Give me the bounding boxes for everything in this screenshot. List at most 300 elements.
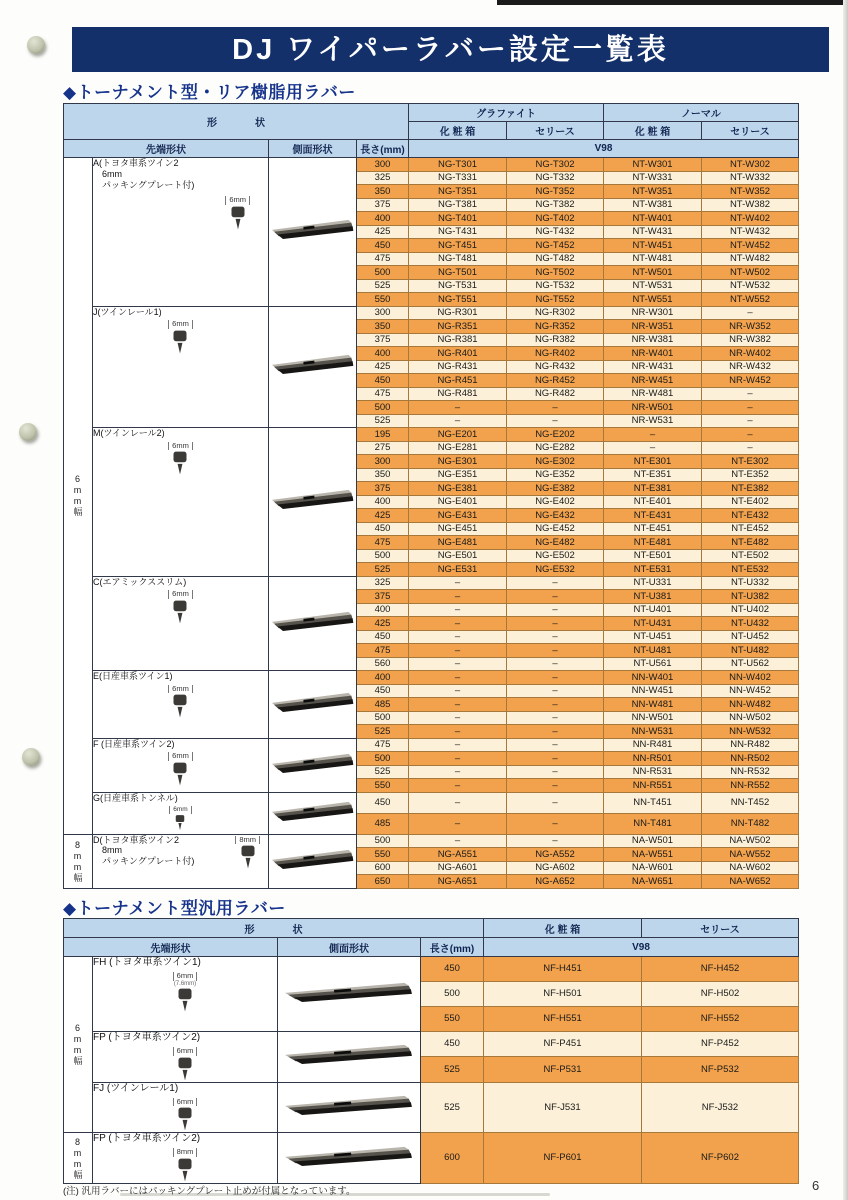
length-cell: 450: [357, 684, 409, 698]
part-number-cell: NA-W551: [604, 848, 702, 862]
part-number-cell: –: [409, 698, 507, 712]
part-number-cell: NF-H451: [484, 957, 642, 982]
part-number-cell: NA-W602: [702, 861, 799, 875]
part-number-cell: –: [507, 834, 604, 848]
part-number-cell: NG-T431: [409, 225, 507, 239]
part-number-cell: –: [507, 725, 604, 739]
part-number-cell: NN-T481: [604, 813, 702, 834]
part-number-cell: NT-W332: [702, 171, 799, 185]
part-number-cell: NT-E501: [604, 549, 702, 563]
tip-type-label: M(ツインレール2): [93, 428, 165, 438]
part-number-cell: NG-E401: [409, 495, 507, 509]
part-number-cell: NN-W532: [702, 725, 799, 739]
part-number-cell: NT-E351: [604, 468, 702, 482]
length-cell: 450: [357, 374, 409, 388]
table-row: [64, 306, 799, 320]
shape-header: 形 状: [64, 104, 409, 140]
table-row: [64, 428, 799, 442]
part-number-cell: –: [409, 414, 507, 428]
part-number-cell: NG-T482: [507, 252, 604, 266]
length-cell: 450: [357, 792, 409, 813]
part-number-cell: NG-E202: [507, 428, 604, 442]
part-number-cell: –: [409, 576, 507, 590]
length-cell: 525: [357, 725, 409, 739]
part-number-cell: NA-W601: [604, 861, 702, 875]
tip-shape-icon: [173, 1098, 198, 1133]
part-number-cell: –: [507, 630, 604, 644]
length-cell: 500: [357, 711, 409, 725]
part-number-cell: NG-R351: [409, 320, 507, 334]
part-number-cell: –: [409, 644, 507, 658]
tip-shape-cell: [93, 428, 269, 577]
part-number-cell: –: [702, 387, 799, 401]
part-number-cell: –: [409, 725, 507, 739]
section2-title: ◆トーナメント型汎用ラバー: [63, 899, 286, 918]
side-shape-cell: [278, 1032, 421, 1083]
part-number-cell: NF-H552: [642, 1007, 799, 1032]
tip-width-label: 6mm: [225, 196, 250, 205]
blade-side-photo: [272, 849, 354, 869]
tip-pin-icon: [169, 329, 191, 355]
part-number-cell: NT-W331: [604, 171, 702, 185]
part-number-cell: –: [702, 414, 799, 428]
part-number-cell: NG-E301: [409, 455, 507, 469]
rear-resin-rubber-table: [63, 103, 799, 889]
part-number-cell: NG-E501: [409, 549, 507, 563]
part-number-cell: NT-E381: [604, 482, 702, 496]
part-number-cell: NG-T402: [507, 212, 604, 226]
part-number-cell: NG-E531: [409, 563, 507, 577]
part-number-cell: NG-E481: [409, 536, 507, 550]
length-cell: 560: [357, 657, 409, 671]
length-cell: 500: [357, 266, 409, 280]
part-number-cell: NT-W402: [702, 212, 799, 226]
part-number-cell: –: [604, 441, 702, 455]
tip-shape-icon: [173, 1047, 198, 1082]
part-number-cell: NG-T532: [507, 279, 604, 293]
page-number: 6: [812, 1178, 820, 1193]
tip-width-label: 6mm: [168, 685, 193, 694]
tip-shape-icon: [168, 685, 193, 720]
length-cell: 525: [357, 765, 409, 779]
part-number-cell: NG-A651: [409, 875, 507, 889]
part-number-cell: NT-U481: [604, 644, 702, 658]
part-number-cell: NG-E482: [507, 536, 604, 550]
length-cell: 550: [421, 1007, 484, 1032]
side-shape-cell: [269, 792, 357, 834]
part-number-cell: NN-W452: [702, 684, 799, 698]
tip-pin-icon: [169, 599, 191, 625]
tip-shape-cell: [93, 306, 269, 428]
length-cell: 475: [357, 252, 409, 266]
part-number-cell: NG-R302: [507, 306, 604, 320]
section1-title: ◆トーナメント型・リア樹脂用ラバー: [63, 83, 356, 102]
page-title: DJ ワイパーラバー設定一覧表: [72, 27, 829, 72]
part-number-cell: NG-E532: [507, 563, 604, 577]
tip-shape-cell: [93, 1133, 278, 1184]
part-number-cell: NT-U482: [702, 644, 799, 658]
part-number-cell: –: [409, 752, 507, 766]
length-cell: 375: [357, 333, 409, 347]
part-number-cell: –: [409, 590, 507, 604]
length-cell: 525: [357, 414, 409, 428]
length-cell: 600: [357, 861, 409, 875]
part-number-cell: NF-H452: [642, 957, 799, 982]
table-row: [64, 738, 799, 752]
table-row: [64, 957, 799, 982]
part-number-cell: NN-W501: [604, 711, 702, 725]
part-number-cell: –: [409, 711, 507, 725]
part-number-cell: NG-E352: [507, 468, 604, 482]
length-cell: 350: [357, 468, 409, 482]
part-number-cell: NN-R552: [702, 779, 799, 793]
table-row: [64, 1032, 799, 1057]
part-number-cell: NT-U431: [604, 617, 702, 631]
blade-side-photo: [272, 354, 354, 374]
part-number-cell: NR-W402: [702, 347, 799, 361]
part-number-cell: NN-W481: [604, 698, 702, 712]
part-number-cell: NT-E352: [702, 468, 799, 482]
length-cell: 350: [357, 320, 409, 334]
length-cell: 475: [357, 536, 409, 550]
tip-shape-cell: [93, 957, 278, 1032]
part-number-cell: NG-E451: [409, 522, 507, 536]
tip-pin-icon: [227, 205, 249, 231]
part-number-cell: NN-W482: [702, 698, 799, 712]
part-number-cell: NG-E382: [507, 482, 604, 496]
part-number-cell: NG-R381: [409, 333, 507, 347]
tip-pin-icon: [172, 814, 188, 831]
length-cell: 300: [357, 455, 409, 469]
part-number-cell: NT-U562: [702, 657, 799, 671]
part-number-cell: NR-W531: [604, 414, 702, 428]
tip-pin-icon: [169, 761, 191, 787]
length-cell: 375: [357, 198, 409, 212]
graphite-header: グラファイト: [409, 104, 604, 122]
part-number-cell: NG-R482: [507, 387, 604, 401]
side-shape-header: 側面形状: [278, 938, 421, 957]
part-number-cell: –: [507, 765, 604, 779]
length-cell: 425: [357, 360, 409, 374]
normal-header: ノーマル: [604, 104, 799, 122]
blade-side-photo: [285, 1095, 413, 1115]
part-number-cell: NG-T302: [507, 158, 604, 172]
side-shape-cell: [269, 671, 357, 739]
part-number-cell: NG-T381: [409, 198, 507, 212]
part-number-cell: NG-E502: [507, 549, 604, 563]
part-number-cell: NN-R501: [604, 752, 702, 766]
part-number-cell: NA-W652: [702, 875, 799, 889]
tip-width-label: 6mm: [173, 1047, 198, 1056]
part-number-cell: –: [409, 834, 507, 848]
part-number-cell: NA-W651: [604, 875, 702, 889]
length-cell: 525: [357, 563, 409, 577]
tip-shape-icon: [168, 442, 193, 477]
part-number-cell: NG-T401: [409, 212, 507, 226]
part-number-cell: NG-T432: [507, 225, 604, 239]
general-rubber-table: [63, 918, 799, 1184]
part-number-cell: NR-W481: [604, 387, 702, 401]
part-number-cell: NN-R551: [604, 779, 702, 793]
length-cell: 525: [421, 1057, 484, 1082]
part-number-cell: NT-E452: [702, 522, 799, 536]
tip-width-label: 6mm: [168, 320, 193, 329]
part-number-cell: –: [507, 603, 604, 617]
length-cell: 550: [357, 848, 409, 862]
part-number-cell: NT-E531: [604, 563, 702, 577]
part-number-cell: NN-R481: [604, 738, 702, 752]
part-number-cell: NN-R532: [702, 765, 799, 779]
part-number-cell: NF-P451: [484, 1032, 642, 1057]
part-number-cell: NT-W352: [702, 185, 799, 199]
part-number-cell: NT-W502: [702, 266, 799, 280]
part-number-cell: NT-W382: [702, 198, 799, 212]
part-number-cell: NN-T452: [702, 792, 799, 813]
part-number-cell: NR-W352: [702, 320, 799, 334]
tip-shape-cell: [93, 671, 269, 739]
part-number-cell: –: [507, 738, 604, 752]
part-number-cell: NG-R431: [409, 360, 507, 374]
part-number-cell: –: [507, 414, 604, 428]
part-number-cell: NG-T502: [507, 266, 604, 280]
part-number-cell: NG-E302: [507, 455, 604, 469]
length-cell: 525: [357, 279, 409, 293]
part-number-cell: NT-E301: [604, 455, 702, 469]
width-band-label: 8mm幅: [64, 834, 93, 888]
part-number-cell: NT-W451: [604, 239, 702, 253]
part-number-cell: NG-A552: [507, 848, 604, 862]
part-number-cell: NG-E351: [409, 468, 507, 482]
part-number-cell: NF-P452: [642, 1032, 799, 1057]
tip-shape-header: 先端形状: [64, 938, 278, 957]
table-row: [64, 158, 799, 172]
part-number-cell: NT-W381: [604, 198, 702, 212]
tip-shape-cell: [93, 834, 269, 888]
tip-shape-cell: [93, 158, 269, 307]
part-number-cell: NG-E281: [409, 441, 507, 455]
part-number-cell: NT-W551: [604, 293, 702, 307]
tip-width-label: 6mm: [173, 972, 198, 981]
part-number-cell: NN-T451: [604, 792, 702, 813]
part-number-cell: NA-W501: [604, 834, 702, 848]
part-number-cell: NG-T451: [409, 239, 507, 253]
width-band-label: 6mm幅: [64, 957, 93, 1133]
side-shape-cell: [278, 1082, 421, 1133]
part-number-cell: NT-W301: [604, 158, 702, 172]
part-number-cell: NG-T501: [409, 266, 507, 280]
part-number-cell: NT-E382: [702, 482, 799, 496]
part-number-cell: NT-E402: [702, 495, 799, 509]
blade-side-photo: [272, 801, 354, 821]
length-cell: 195: [357, 428, 409, 442]
tip-width-label: 6mm: [169, 806, 191, 813]
part-number-cell: NG-R402: [507, 347, 604, 361]
blade-side-photo: [285, 1146, 413, 1166]
part-number-cell: NT-E302: [702, 455, 799, 469]
tip-type-label: FP (トヨタ車系ツイン2): [93, 1032, 201, 1043]
part-number-cell: –: [702, 306, 799, 320]
part-number-cell: NG-T452: [507, 239, 604, 253]
scan-right-edge: [843, 0, 848, 1200]
part-number-cell: –: [507, 401, 604, 415]
part-number-cell: NR-W451: [604, 374, 702, 388]
model-header: V98: [409, 140, 799, 158]
part-number-cell: –: [507, 813, 604, 834]
part-number-cell: NG-T352: [507, 185, 604, 199]
scan-edge-strip: [497, 0, 848, 5]
length-cell: 300: [357, 158, 409, 172]
part-number-cell: NN-W531: [604, 725, 702, 739]
part-number-cell: NR-W401: [604, 347, 702, 361]
part-number-cell: NT-U452: [702, 630, 799, 644]
part-number-cell: NG-R352: [507, 320, 604, 334]
part-number-cell: –: [507, 644, 604, 658]
length-cell: 450: [421, 1032, 484, 1057]
tip-shape-cell: [93, 738, 269, 792]
length-cell: 375: [357, 482, 409, 496]
part-number-cell: –: [409, 657, 507, 671]
part-number-cell: NT-E481: [604, 536, 702, 550]
length-cell: 325: [357, 576, 409, 590]
tip-type-label: FJ (ツインレール1): [93, 1082, 179, 1094]
tip-pin-icon: [174, 987, 196, 1013]
length-cell: 500: [357, 834, 409, 848]
length-cell: 475: [357, 387, 409, 401]
graphite-box-header: 化 粧 箱: [409, 122, 507, 140]
part-number-cell: NN-W451: [604, 684, 702, 698]
length-cell: 450: [357, 239, 409, 253]
tip-width-label: 6mm: [173, 1098, 198, 1107]
part-number-cell: NT-W482: [702, 252, 799, 266]
length-cell: 450: [357, 630, 409, 644]
part-number-cell: –: [409, 671, 507, 685]
part-number-cell: NF-H551: [484, 1007, 642, 1032]
part-number-cell: NT-E502: [702, 549, 799, 563]
part-number-cell: NT-E451: [604, 522, 702, 536]
part-number-cell: NT-E431: [604, 509, 702, 523]
part-number-cell: NT-U402: [702, 603, 799, 617]
part-number-cell: NT-W552: [702, 293, 799, 307]
part-number-cell: NG-E431: [409, 509, 507, 523]
length-cell: 550: [357, 779, 409, 793]
tip-type-label: FP (トヨタ車系ツイン2): [93, 1133, 201, 1145]
part-number-cell: NN-W401: [604, 671, 702, 685]
part-number-cell: –: [507, 617, 604, 631]
part-number-cell: NT-W452: [702, 239, 799, 253]
length-cell: 425: [357, 509, 409, 523]
part-number-cell: NG-E452: [507, 522, 604, 536]
length-cell: 650: [357, 875, 409, 889]
part-number-cell: NN-W402: [702, 671, 799, 685]
model-header: V98: [484, 938, 799, 957]
tip-type-label: J(ツインレール1): [93, 306, 162, 317]
part-number-cell: NT-E432: [702, 509, 799, 523]
part-number-cell: –: [507, 711, 604, 725]
length-cell: 500: [357, 401, 409, 415]
side-shape-cell: [278, 957, 421, 1032]
length-cell: 425: [357, 617, 409, 631]
part-number-cell: –: [507, 657, 604, 671]
tip-width-label: 8mm: [173, 1148, 198, 1157]
part-number-cell: –: [409, 684, 507, 698]
part-number-cell: NG-T351: [409, 185, 507, 199]
side-shape-cell: [269, 576, 357, 671]
part-number-cell: NG-E282: [507, 441, 604, 455]
length-cell: 450: [421, 957, 484, 982]
tip-width-sub-label: (7.6mm): [173, 980, 197, 987]
part-number-cell: NA-W502: [702, 834, 799, 848]
graphite-series-header: セリース: [507, 122, 604, 140]
part-number-cell: –: [409, 617, 507, 631]
part-number-cell: –: [409, 738, 507, 752]
part-number-cell: NT-W481: [604, 252, 702, 266]
tip-pin-icon: [174, 1157, 196, 1183]
side-shape-cell: [269, 158, 357, 307]
part-number-cell: NG-R382: [507, 333, 604, 347]
length-header: 長さ(mm): [357, 140, 409, 158]
part-number-cell: NN-R531: [604, 765, 702, 779]
tip-type-label: G(日産車系トンネル): [93, 792, 178, 803]
part-number-cell: –: [409, 792, 507, 813]
punch-hole-middle: [19, 423, 37, 441]
box-header: 化 粧 箱: [484, 919, 642, 938]
tip-shape-icon: [168, 590, 193, 625]
part-number-cell: NN-T482: [702, 813, 799, 834]
part-number-cell: NG-T552: [507, 293, 604, 307]
part-number-cell: –: [409, 765, 507, 779]
tip-shape-icon: [168, 752, 193, 787]
blade-side-photo: [272, 611, 354, 631]
part-number-cell: NN-R482: [702, 738, 799, 752]
part-number-cell: NT-E401: [604, 495, 702, 509]
table-row: [64, 834, 799, 848]
tip-shape-icon: [225, 196, 250, 231]
punch-hole-bottom: [22, 748, 40, 766]
side-shape-cell: [269, 306, 357, 428]
part-number-cell: –: [409, 401, 507, 415]
part-number-cell: NG-R301: [409, 306, 507, 320]
normal-box-header: 化 粧 箱: [604, 122, 702, 140]
table-row: [64, 576, 799, 590]
punch-hole-top: [27, 36, 45, 54]
part-number-cell: NG-R401: [409, 347, 507, 361]
part-number-cell: –: [507, 792, 604, 813]
side-shape-header: 側面形状: [269, 140, 357, 158]
tip-shape-icon: [169, 806, 191, 830]
part-number-cell: NG-T331: [409, 171, 507, 185]
part-number-cell: NG-R481: [409, 387, 507, 401]
part-number-cell: NG-T332: [507, 171, 604, 185]
part-number-cell: –: [507, 590, 604, 604]
part-number-cell: NG-T531: [409, 279, 507, 293]
part-number-cell: NG-R432: [507, 360, 604, 374]
part-number-cell: NN-W502: [702, 711, 799, 725]
length-cell: 525: [421, 1082, 484, 1133]
part-number-cell: NF-P531: [484, 1057, 642, 1082]
part-number-cell: NG-E381: [409, 482, 507, 496]
side-shape-cell: [269, 428, 357, 577]
blade-side-photo: [272, 219, 354, 239]
part-number-cell: –: [507, 779, 604, 793]
series-header: セリース: [642, 919, 799, 938]
part-number-cell: NT-U451: [604, 630, 702, 644]
part-number-cell: –: [409, 603, 507, 617]
table-row: [64, 1082, 799, 1133]
part-number-cell: NR-W381: [604, 333, 702, 347]
part-number-cell: NT-U381: [604, 590, 702, 604]
tip-type-label: FH (トヨタ車系ツイン1): [93, 957, 201, 968]
part-number-cell: NR-W301: [604, 306, 702, 320]
